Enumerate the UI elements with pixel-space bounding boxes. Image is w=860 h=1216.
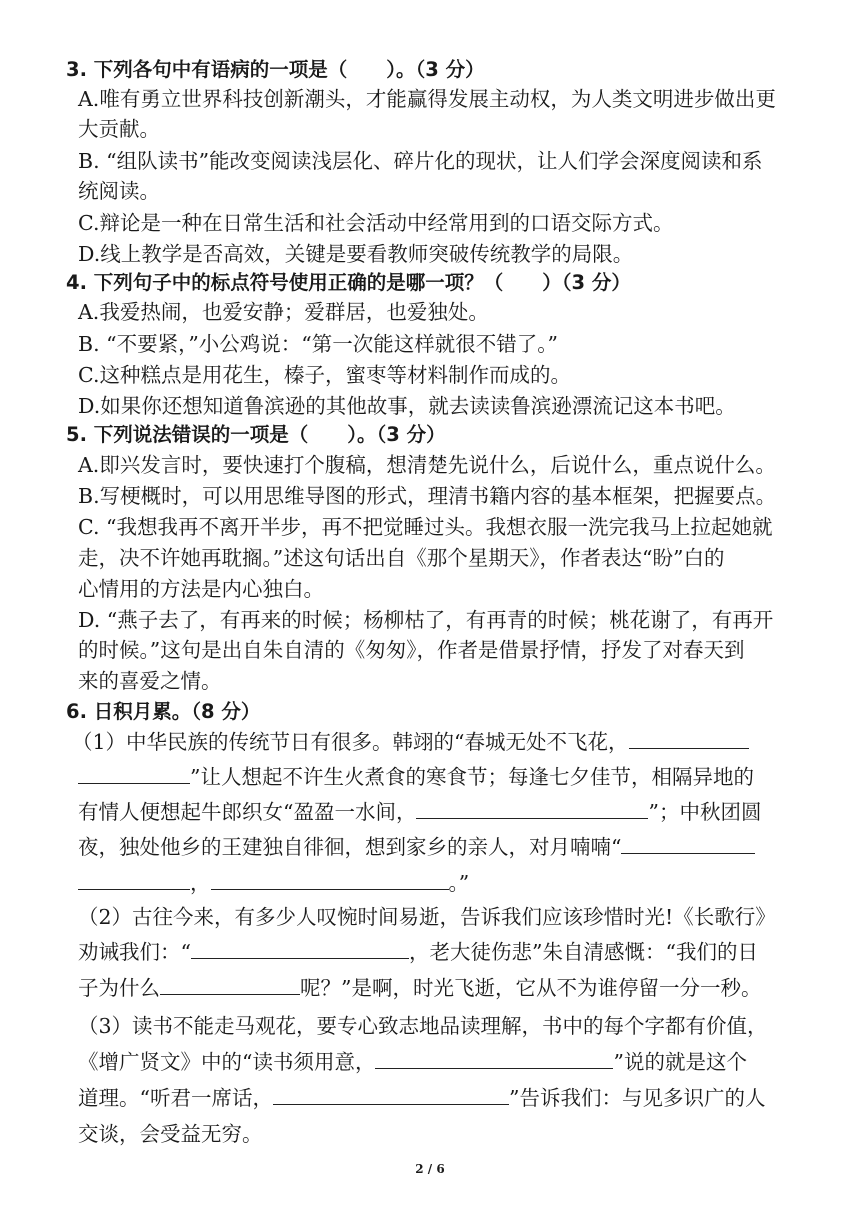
question-4-title: 4. 下列句子中的标点符号使用正确的是哪一项？（ ）（3 分） (66, 271, 631, 294)
q6-part1-line4 (78, 834, 755, 860)
q3-option-b-line1: B. “组队读书”能改变阅读浅层化、碎片化的现状，让人们学会深度阅读和系 (78, 149, 763, 173)
question-5-title: 5. 下列说法错误的一项是（ ）。（3 分） (66, 423, 446, 446)
q6-part1-text: ”让人想起不许生火煮食的寒食节；每逢七夕佳节，相隔异地的 (190, 765, 754, 789)
q6-part1-text: 夜，独处他乡的王建独自徘徊，想到家乡的亲人，对月喃喃“ (78, 835, 622, 859)
q6-part3-text: 《增广贤文》中的“读书须用意， (78, 1050, 376, 1074)
question-3-title: 3. 下列各句中有语病的一项是（ ）。（3 分） (66, 58, 485, 81)
answer-blank-2[interactable] (78, 765, 190, 784)
answer-blank-4[interactable] (621, 835, 755, 854)
q5-option-c-line2: 走，决不许她再耽搁。”述这句话出自《那个星期天》，作者表达“盼”白的 (78, 546, 725, 570)
answer-blank-7[interactable] (191, 940, 409, 959)
q6-part1-text: 有情人便想起牛郎织女“盈盈一水间， (78, 800, 417, 824)
q6-part3-line1: （3）读书不能走马观花，要专心致志地品读理解，书中的每个字都有价值， (78, 1014, 768, 1038)
q5-option-c-line3: 心情用的方法是内心独白。 (78, 577, 324, 601)
answer-blank-5[interactable] (78, 871, 190, 890)
q3-option-a-line2: 大贡献。 (78, 117, 160, 141)
answer-blank-8[interactable] (160, 976, 300, 995)
q6-part2-text: 呢？”是啊，时光飞逝，它从不为谁停留一分一秒。 (300, 976, 762, 1000)
q3-option-c: C.辩论是一种在日常生活和社会活动中经常用到的口语交际方式。 (78, 211, 674, 235)
page-number: 2 / 6 (415, 1162, 445, 1176)
q3-option-b-line2: 统阅读。 (78, 179, 160, 203)
answer-blank-3[interactable] (416, 800, 648, 819)
q6-part3-line3 (78, 1085, 765, 1111)
q6-part2-text: 子为什么 (78, 976, 160, 1000)
q5-option-d-line2: 的时候。”这句是出自朱自清的《匆匆》，作者是借景抒情，抒发了对春天到 (78, 638, 745, 662)
q5-option-d-line1: D. “燕子去了，有再来的时候；杨柳枯了，有再青的时候；桃花谢了，有再开 (78, 608, 774, 632)
q6-part2-text: ，老大徒伤悲”朱自清感慨：“我们的日 (408, 940, 758, 964)
q4-option-c: C.这种糕点是用花生，榛子，蜜枣等材料制作而成的。 (78, 363, 571, 387)
q3-option-a-line1: A.唯有勇立世界科技创新潮头，才能赢得发展主动权，为人类文明进步做出更 (78, 87, 776, 111)
q6-part1-line1 (72, 729, 749, 755)
q5-option-d-line3: 来的喜爱之情。 (78, 669, 222, 693)
q3-option-d: D.线上教学是否高效，关键是要看教师突破传统教学的局限。 (78, 242, 634, 266)
q6-part1-text: 。” (448, 871, 470, 895)
q6-part3-text: ”告诉我们：与见多识广的人 (508, 1086, 766, 1110)
q6-part3-line2 (78, 1049, 747, 1075)
q6-part2-line2 (78, 939, 758, 965)
q6-part1-text: ”；中秋团圆 (648, 800, 762, 824)
q4-option-a: A.我爱热闹，也爱安静；爱群居，也爱独处。 (78, 300, 489, 324)
q4-option-d: D.如果你还想知道鲁滨逊的其他故事，就去读读鲁滨逊漂流记这本书吧。 (78, 394, 736, 418)
q4-option-b: B. “不要紧，”小公鸡说：“第一次能这样就很不错了。” (78, 332, 559, 356)
q6-part2-line3 (78, 975, 761, 1001)
answer-blank-1[interactable] (629, 730, 749, 749)
q6-part3-text: 道理。“听君一席话， (78, 1086, 273, 1110)
q6-part3-text: ”说的就是这个 (613, 1050, 747, 1074)
q6-part1-text: （1）中华民族的传统节日有很多。韩翊的“春城无处不飞花， (72, 730, 629, 754)
answer-blank-9[interactable] (375, 1050, 613, 1069)
q6-part1-line2 (78, 764, 754, 790)
q6-part1-line3 (78, 799, 761, 825)
q5-option-c-line1: C. “我想我再不离开半步，再不把觉睡过头。我想衣服一洗完我马上拉起她就 (78, 515, 773, 539)
question-6-title: 6. 日积月累。（8 分） (66, 700, 261, 723)
answer-blank-6[interactable] (211, 871, 449, 890)
answer-blank-10[interactable] (273, 1086, 509, 1105)
q6-part2-line1: （2）古往今来，有多少人叹惋时间易逝，告诉我们应该珍惜时光!《长歌行》 (78, 905, 776, 929)
q6-part1-text: ， (190, 871, 211, 895)
q5-option-a: A.即兴发言时，要快速打个腹稿，想清楚先说什么，后说什么，重点说什么。 (78, 453, 776, 477)
q6-part1-line5 (78, 870, 469, 896)
q5-option-b: B.写梗概时，可以用思维导图的形式，理清书籍内容的基本框架，把握要点。 (78, 484, 777, 508)
q6-part2-text: 劝诫我们：“ (78, 940, 191, 964)
q6-part3-line4: 交谈，会受益无穷。 (78, 1122, 263, 1146)
